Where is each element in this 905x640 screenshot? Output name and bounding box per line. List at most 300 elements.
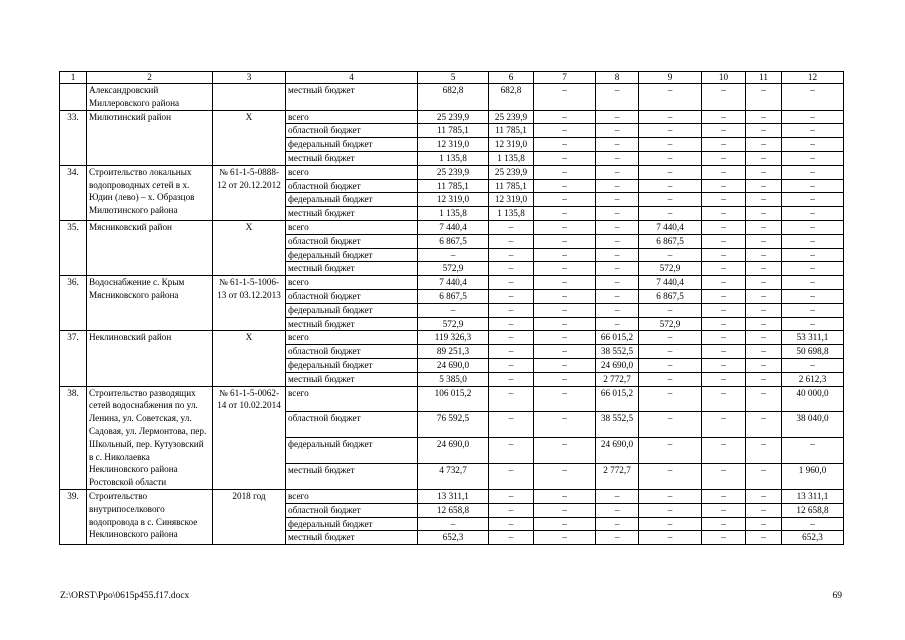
amount-cell: 1 960,0 <box>782 464 844 490</box>
amount-cell: – <box>746 317 782 331</box>
amount-cell: 53 311,1 <box>782 331 844 345</box>
amount-cell: – <box>596 179 639 193</box>
amount-cell: – <box>702 234 746 248</box>
amount-cell: – <box>746 84 782 111</box>
amount-cell: – <box>534 234 596 248</box>
amount-cell: – <box>489 503 534 517</box>
amount-cell: – <box>746 151 782 165</box>
amount-cell: 13 311,1 <box>418 489 489 503</box>
amount-cell: – <box>639 412 702 438</box>
amount-cell: – <box>746 289 782 303</box>
amount-cell: – <box>702 303 746 317</box>
amount-cell: 12 319,0 <box>418 193 489 207</box>
amount-cell: – <box>489 464 534 490</box>
amount-cell: – <box>746 503 782 517</box>
amount-cell: – <box>596 503 639 517</box>
funding-source: всего <box>286 220 418 234</box>
amount-cell: 24 690,0 <box>418 358 489 372</box>
amount-cell: – <box>782 234 844 248</box>
amount-cell: – <box>596 110 639 124</box>
amount-cell: – <box>534 248 596 262</box>
amount-cell: – <box>639 489 702 503</box>
amount-cell: 1 135,8 <box>418 207 489 221</box>
amount-cell: – <box>639 464 702 490</box>
amount-cell: – <box>746 412 782 438</box>
amount-cell: – <box>639 165 702 179</box>
amount-cell: – <box>534 207 596 221</box>
amount-cell: – <box>596 234 639 248</box>
amount-cell: – <box>639 151 702 165</box>
amount-cell: – <box>702 517 746 531</box>
funding-source: всего <box>286 110 418 124</box>
column-header: 3 <box>213 72 286 84</box>
amount-cell: – <box>746 489 782 503</box>
amount-cell: – <box>639 207 702 221</box>
registration-info: № 61-1-5-0888-12 от 20.12.2012 <box>213 165 286 220</box>
amount-cell: – <box>782 517 844 531</box>
amount-cell: – <box>702 124 746 138</box>
object-name: Неклиновский район <box>87 331 213 386</box>
amount-cell: – <box>489 234 534 248</box>
amount-cell: – <box>596 317 639 331</box>
amount-cell: – <box>534 372 596 386</box>
footer-page-number: 69 <box>832 591 842 601</box>
amount-cell: – <box>746 438 782 464</box>
amount-cell: – <box>782 276 844 290</box>
header-row <box>60 72 844 84</box>
funding-source: федеральный бюджет <box>286 303 418 317</box>
amount-cell: – <box>489 317 534 331</box>
amount-cell: – <box>782 358 844 372</box>
amount-cell: – <box>596 289 639 303</box>
funding-source: областной бюджет <box>286 503 418 517</box>
amount-cell: – <box>534 84 596 111</box>
amount-cell: – <box>534 289 596 303</box>
amount-cell: – <box>418 303 489 317</box>
amount-cell: – <box>534 276 596 290</box>
amount-cell: – <box>489 331 534 345</box>
amount-cell: – <box>534 151 596 165</box>
amount-cell: 7 440,4 <box>418 276 489 290</box>
amount-cell: 50 698,8 <box>782 345 844 359</box>
table-row <box>60 386 844 412</box>
amount-cell: 12 658,8 <box>418 503 489 517</box>
amount-cell: 38 552,5 <box>596 345 639 359</box>
amount-cell: – <box>534 412 596 438</box>
amount-cell: 1 135,8 <box>418 151 489 165</box>
amount-cell: 12 319,0 <box>489 138 534 152</box>
amount-cell: 11 785,1 <box>418 179 489 193</box>
amount-cell: – <box>534 345 596 359</box>
funding-source: всего <box>286 489 418 503</box>
object-name: Александровский Миллеровского района <box>87 84 213 111</box>
amount-cell: – <box>639 438 702 464</box>
amount-cell: – <box>746 345 782 359</box>
amount-cell: – <box>534 386 596 412</box>
amount-cell: – <box>702 207 746 221</box>
amount-cell: – <box>702 489 746 503</box>
amount-cell: – <box>702 503 746 517</box>
amount-cell: – <box>746 372 782 386</box>
amount-cell: – <box>489 345 534 359</box>
funding-source: областной бюджет <box>286 345 418 359</box>
amount-cell: – <box>782 193 844 207</box>
amount-cell: – <box>534 262 596 276</box>
amount-cell: – <box>489 220 534 234</box>
amount-cell: – <box>596 220 639 234</box>
amount-cell: – <box>596 84 639 111</box>
object-name: Строительство внутрипоселкового водопровода в с. Синявское Неклиновского района <box>87 489 213 544</box>
budget-table <box>59 71 844 545</box>
amount-cell: – <box>702 276 746 290</box>
amount-cell: – <box>534 331 596 345</box>
amount-cell: – <box>489 438 534 464</box>
amount-cell: 6 867,5 <box>418 289 489 303</box>
row-number <box>60 84 87 111</box>
table-row <box>60 331 844 345</box>
amount-cell: 25 239,9 <box>489 165 534 179</box>
funding-source: областной бюджет <box>286 412 418 438</box>
amount-cell: – <box>489 386 534 412</box>
column-header: 1 <box>60 72 87 84</box>
amount-cell: – <box>782 110 844 124</box>
column-header: 9 <box>639 72 702 84</box>
amount-cell: 4 732,7 <box>418 464 489 490</box>
amount-cell: – <box>534 193 596 207</box>
amount-cell: 38 552,5 <box>596 412 639 438</box>
amount-cell: – <box>702 317 746 331</box>
amount-cell: – <box>746 331 782 345</box>
amount-cell: – <box>639 503 702 517</box>
amount-cell: – <box>489 289 534 303</box>
funding-source: областной бюджет <box>286 234 418 248</box>
amount-cell: 106 015,2 <box>418 386 489 412</box>
funding-source: местный бюджет <box>286 84 418 111</box>
row-number: 34. <box>60 165 87 220</box>
amount-cell: 7 440,4 <box>639 220 702 234</box>
amount-cell: – <box>782 165 844 179</box>
amount-cell: – <box>702 110 746 124</box>
table-row <box>60 84 844 111</box>
column-header: 4 <box>286 72 418 84</box>
object-name: Строительство локальных водопроводных сетей в х. Юдин (лево) – х. Образцов Милютинского района <box>87 165 213 220</box>
amount-cell: – <box>418 248 489 262</box>
row-number: 37. <box>60 331 87 386</box>
amount-cell: 25 239,9 <box>489 110 534 124</box>
amount-cell: – <box>639 531 702 545</box>
amount-cell: – <box>534 489 596 503</box>
amount-cell: – <box>534 464 596 490</box>
registration-info: Х <box>213 110 286 165</box>
object-name: Милютинский район <box>87 110 213 165</box>
amount-cell: – <box>639 358 702 372</box>
registration-info: 2018 год <box>213 489 286 544</box>
funding-source: местный бюджет <box>286 151 418 165</box>
row-number: 33. <box>60 110 87 165</box>
amount-cell: – <box>746 248 782 262</box>
amount-cell: – <box>702 220 746 234</box>
amount-cell: 2 772,7 <box>596 464 639 490</box>
amount-cell: 24 690,0 <box>418 438 489 464</box>
amount-cell: – <box>746 276 782 290</box>
amount-cell: – <box>596 489 639 503</box>
column-header: 8 <box>596 72 639 84</box>
amount-cell: – <box>702 165 746 179</box>
column-header: 2 <box>87 72 213 84</box>
amount-cell: – <box>534 438 596 464</box>
funding-source: федеральный бюджет <box>286 193 418 207</box>
column-header: 7 <box>534 72 596 84</box>
amount-cell: – <box>534 303 596 317</box>
amount-cell: – <box>639 84 702 111</box>
amount-cell: 2 772,7 <box>596 372 639 386</box>
amount-cell: 6 867,5 <box>639 234 702 248</box>
amount-cell: 1 135,8 <box>489 207 534 221</box>
column-header: 10 <box>702 72 746 84</box>
funding-source: местный бюджет <box>286 262 418 276</box>
amount-cell: – <box>782 124 844 138</box>
amount-cell: – <box>746 193 782 207</box>
amount-cell: – <box>746 138 782 152</box>
table-row <box>60 110 844 124</box>
amount-cell: 682,8 <box>418 84 489 111</box>
amount-cell: 11 785,1 <box>489 124 534 138</box>
object-name: Водоснабжение с. Крым Мясниковского района <box>87 276 213 331</box>
amount-cell: 572,9 <box>418 317 489 331</box>
amount-cell: – <box>702 84 746 111</box>
table-body <box>60 72 844 545</box>
amount-cell: – <box>702 248 746 262</box>
amount-cell: 24 690,0 <box>596 438 639 464</box>
footer-file-path: Z:\ORST\Ppo\0615p455.f17.docx <box>60 591 190 601</box>
amount-cell: – <box>782 179 844 193</box>
amount-cell: – <box>702 331 746 345</box>
amount-cell: – <box>782 262 844 276</box>
amount-cell: – <box>746 517 782 531</box>
amount-cell: – <box>782 303 844 317</box>
amount-cell: – <box>639 303 702 317</box>
funding-source: местный бюджет <box>286 531 418 545</box>
amount-cell: – <box>489 531 534 545</box>
amount-cell: 7 440,4 <box>418 220 489 234</box>
amount-cell: – <box>534 517 596 531</box>
funding-source: областной бюджет <box>286 179 418 193</box>
amount-cell: – <box>702 438 746 464</box>
amount-cell: – <box>746 179 782 193</box>
amount-cell: – <box>639 138 702 152</box>
amount-cell: – <box>746 207 782 221</box>
amount-cell: – <box>639 331 702 345</box>
amount-cell: 25 239,9 <box>418 165 489 179</box>
amount-cell: – <box>534 110 596 124</box>
amount-cell: – <box>639 193 702 207</box>
amount-cell: 2 612,3 <box>782 372 844 386</box>
funding-source: местный бюджет <box>286 464 418 490</box>
amount-cell: – <box>534 165 596 179</box>
registration-info: № 61-1-5-1006-13 от 03.12.2013 <box>213 276 286 331</box>
amount-cell: – <box>782 289 844 303</box>
registration-info: Х <box>213 220 286 275</box>
funding-source: местный бюджет <box>286 372 418 386</box>
amount-cell: – <box>534 220 596 234</box>
funding-source: федеральный бюджет <box>286 438 418 464</box>
column-header: 12 <box>782 72 844 84</box>
amount-cell: – <box>746 110 782 124</box>
amount-cell: – <box>702 179 746 193</box>
row-number: 38. <box>60 386 87 489</box>
amount-cell: – <box>489 248 534 262</box>
amount-cell: 652,3 <box>782 531 844 545</box>
amount-cell: – <box>596 303 639 317</box>
amount-cell: – <box>639 386 702 412</box>
amount-cell: – <box>534 317 596 331</box>
amount-cell: 89 251,3 <box>418 345 489 359</box>
amount-cell: 682,8 <box>489 84 534 111</box>
registration-info <box>213 84 286 111</box>
amount-cell: – <box>702 358 746 372</box>
amount-cell: – <box>746 358 782 372</box>
amount-cell: – <box>782 138 844 152</box>
amount-cell: – <box>639 345 702 359</box>
amount-cell: – <box>639 517 702 531</box>
table-row <box>60 276 844 290</box>
funding-source: областной бюджет <box>286 289 418 303</box>
amount-cell: – <box>702 412 746 438</box>
amount-cell: 6 867,5 <box>639 289 702 303</box>
amount-cell: – <box>782 438 844 464</box>
amount-cell: – <box>489 303 534 317</box>
amount-cell: 652,3 <box>418 531 489 545</box>
registration-info: Х <box>213 331 286 386</box>
amount-cell: – <box>782 151 844 165</box>
funding-source: местный бюджет <box>286 317 418 331</box>
amount-cell: – <box>418 517 489 531</box>
amount-cell: – <box>702 289 746 303</box>
amount-cell: – <box>702 464 746 490</box>
column-header: 5 <box>418 72 489 84</box>
amount-cell: – <box>596 517 639 531</box>
object-name: Строительство разводящих сетей водоснабжения по ул. Ленина, ул. Советская, ул. Садовая, ул. Лермонтова, пер. Школьный, пер. Кутузовский в с. Николаевка Неклиновского района Ростовской области <box>87 386 213 489</box>
amount-cell: 76 592,5 <box>418 412 489 438</box>
funding-source: федеральный бюджет <box>286 138 418 152</box>
amount-cell: – <box>534 138 596 152</box>
table-row <box>60 220 844 234</box>
amount-cell: – <box>782 220 844 234</box>
amount-cell: – <box>596 124 639 138</box>
amount-cell: 11 785,1 <box>418 124 489 138</box>
row-number: 39. <box>60 489 87 544</box>
amount-cell: – <box>489 489 534 503</box>
row-number: 35. <box>60 220 87 275</box>
amount-cell: – <box>534 124 596 138</box>
amount-cell: – <box>782 248 844 262</box>
amount-cell: 13 311,1 <box>782 489 844 503</box>
amount-cell: – <box>702 345 746 359</box>
registration-info: № 61-1-5-0062-14 от 10.02.2014 <box>213 386 286 489</box>
amount-cell: 572,9 <box>639 262 702 276</box>
amount-cell: – <box>489 262 534 276</box>
amount-cell: – <box>596 138 639 152</box>
amount-cell: – <box>489 412 534 438</box>
amount-cell: 66 015,2 <box>596 386 639 412</box>
amount-cell: 7 440,4 <box>639 276 702 290</box>
amount-cell: – <box>596 248 639 262</box>
funding-source: всего <box>286 331 418 345</box>
funding-source: всего <box>286 276 418 290</box>
amount-cell: 66 015,2 <box>596 331 639 345</box>
amount-cell: 25 239,9 <box>418 110 489 124</box>
column-header: 11 <box>746 72 782 84</box>
object-name: Мясниковский район <box>87 220 213 275</box>
funding-source: местный бюджет <box>286 207 418 221</box>
amount-cell: – <box>489 372 534 386</box>
amount-cell: – <box>489 276 534 290</box>
row-number: 36. <box>60 276 87 331</box>
amount-cell: 5 385,0 <box>418 372 489 386</box>
funding-source: федеральный бюджет <box>286 358 418 372</box>
amount-cell: – <box>489 358 534 372</box>
amount-cell: – <box>596 207 639 221</box>
funding-source: всего <box>286 165 418 179</box>
amount-cell: 12 319,0 <box>489 193 534 207</box>
amount-cell: – <box>782 84 844 111</box>
amount-cell: – <box>702 138 746 152</box>
amount-cell: 572,9 <box>639 317 702 331</box>
amount-cell: 119 326,3 <box>418 331 489 345</box>
amount-cell: – <box>746 165 782 179</box>
amount-cell: – <box>702 193 746 207</box>
amount-cell: 12 319,0 <box>418 138 489 152</box>
amount-cell: 40 000,0 <box>782 386 844 412</box>
amount-cell: – <box>596 193 639 207</box>
amount-cell: – <box>639 179 702 193</box>
amount-cell: – <box>489 517 534 531</box>
amount-cell: 6 867,5 <box>418 234 489 248</box>
amount-cell: – <box>782 207 844 221</box>
amount-cell: – <box>596 262 639 276</box>
amount-cell: – <box>746 464 782 490</box>
funding-source: федеральный бюджет <box>286 248 418 262</box>
table-row <box>60 489 844 503</box>
amount-cell: – <box>702 531 746 545</box>
amount-cell: – <box>534 179 596 193</box>
amount-cell: 572,9 <box>418 262 489 276</box>
funding-source: федеральный бюджет <box>286 517 418 531</box>
amount-cell: – <box>746 234 782 248</box>
amount-cell: – <box>534 503 596 517</box>
amount-cell: – <box>746 262 782 276</box>
amount-cell: – <box>702 372 746 386</box>
amount-cell: – <box>534 531 596 545</box>
column-header: 6 <box>489 72 534 84</box>
amount-cell: – <box>746 303 782 317</box>
amount-cell: – <box>746 386 782 412</box>
funding-source: всего <box>286 386 418 412</box>
amount-cell: – <box>702 151 746 165</box>
amount-cell: – <box>639 110 702 124</box>
amount-cell: – <box>596 531 639 545</box>
amount-cell: 24 690,0 <box>596 358 639 372</box>
amount-cell: – <box>746 124 782 138</box>
amount-cell: – <box>639 124 702 138</box>
amount-cell: 38 040,0 <box>782 412 844 438</box>
amount-cell: – <box>746 531 782 545</box>
amount-cell: – <box>746 220 782 234</box>
funding-source: областной бюджет <box>286 124 418 138</box>
amount-cell: – <box>782 317 844 331</box>
amount-cell: 12 658,8 <box>782 503 844 517</box>
table-row <box>60 165 844 179</box>
